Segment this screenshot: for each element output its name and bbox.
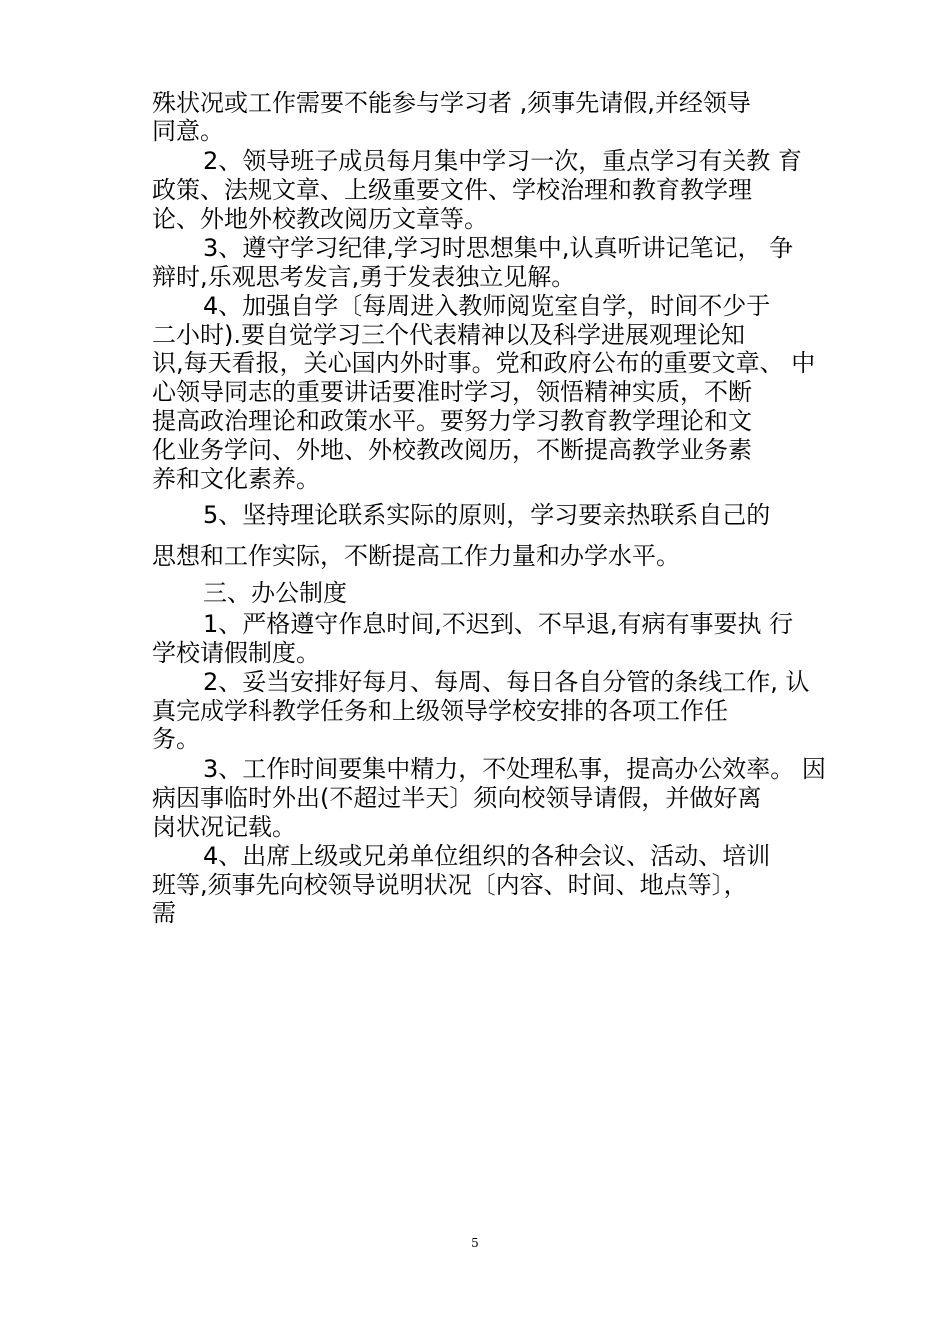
text-line-18: 1、严格遵守作息时间,不迟到、不早退,有病有事要执 行 <box>203 610 794 638</box>
text-line-3: 2、领导班子成员每月集中学习一次，重点学习有关教 育 <box>203 147 802 175</box>
text-line-4: 政策、法规文章、上级重要文件、学校治理和教育教学理 <box>152 176 752 204</box>
text-line-1: 殊状况或工作需要不能参与学习者 ,须事先请假,并经领导 <box>152 89 751 117</box>
text-line-7: 辩时,乐观思考发言,勇于发表独立见解。 <box>152 263 576 291</box>
text-line-20: 2、妥当安排好每月、每周、每日各自分管的条线工作, 认 <box>203 668 810 696</box>
text-line-11: 心领导同志的重要讲话要准时学习，领悟精神实质，不断 <box>152 378 752 406</box>
text-line-25: 岗状况记载。 <box>152 813 296 841</box>
page-number: 5 <box>471 1236 479 1250</box>
text-line-22: 务。 <box>152 725 200 753</box>
text-line-5: 论、外地外校教改阅历文章等。 <box>152 205 488 233</box>
text-line-26: 4、出席上级或兄弟单位组织的各种会议、活动、培训 <box>203 842 771 870</box>
text-line-12: 提高政治理论和政策水平。要努力学习教育教学理论和文 <box>152 407 752 435</box>
text-line-9: 二小时).要自觉学习三个代表精神以及科学进展观理论知 <box>152 321 745 349</box>
text-line-23: 3、工作时间要集中精力，不处理私事，提高办公效率。 因 <box>203 755 826 783</box>
text-line-19: 学校请假制度。 <box>152 639 320 667</box>
text-line-21: 真完成学科教学任务和上级领导学校安排的各项工作任 <box>152 697 728 725</box>
text-line-24: 病因事临时外出(不超过半天〕须向校领导请假，并做好离 <box>152 784 762 812</box>
text-line-14: 养和文化素养。 <box>152 465 320 493</box>
text-line-2: 同意。 <box>152 117 224 145</box>
text-line-13: 化业务学问、外地、外校教改阅历，不断提高教学业务素 <box>152 436 752 464</box>
text-line-6: 3、遵守学习纪律,学习时思想集中,认真听讲记笔记， 争 <box>203 234 794 262</box>
text-line-8: 4、加强自学〔每周进入教师阅览室自学，时间不少于 <box>203 292 771 320</box>
text-line-15: 5、坚持理论联系实际的原则，学习要亲热联系自己的 <box>203 501 771 529</box>
text-line-10: 识,每天看报，关心国内外时事。党和政府公布的重要文章、 中 <box>152 349 816 377</box>
section-heading-office-rules: 三、办公制度 <box>203 579 347 607</box>
text-line-16: 思想和工作实际，不断提高工作力量和办学水平。 <box>152 542 680 570</box>
text-line-27: 班等,须事先向校领导说明状况〔内容、时间、地点等〕， <box>152 871 748 899</box>
text-line-28: 需 <box>152 899 176 927</box>
